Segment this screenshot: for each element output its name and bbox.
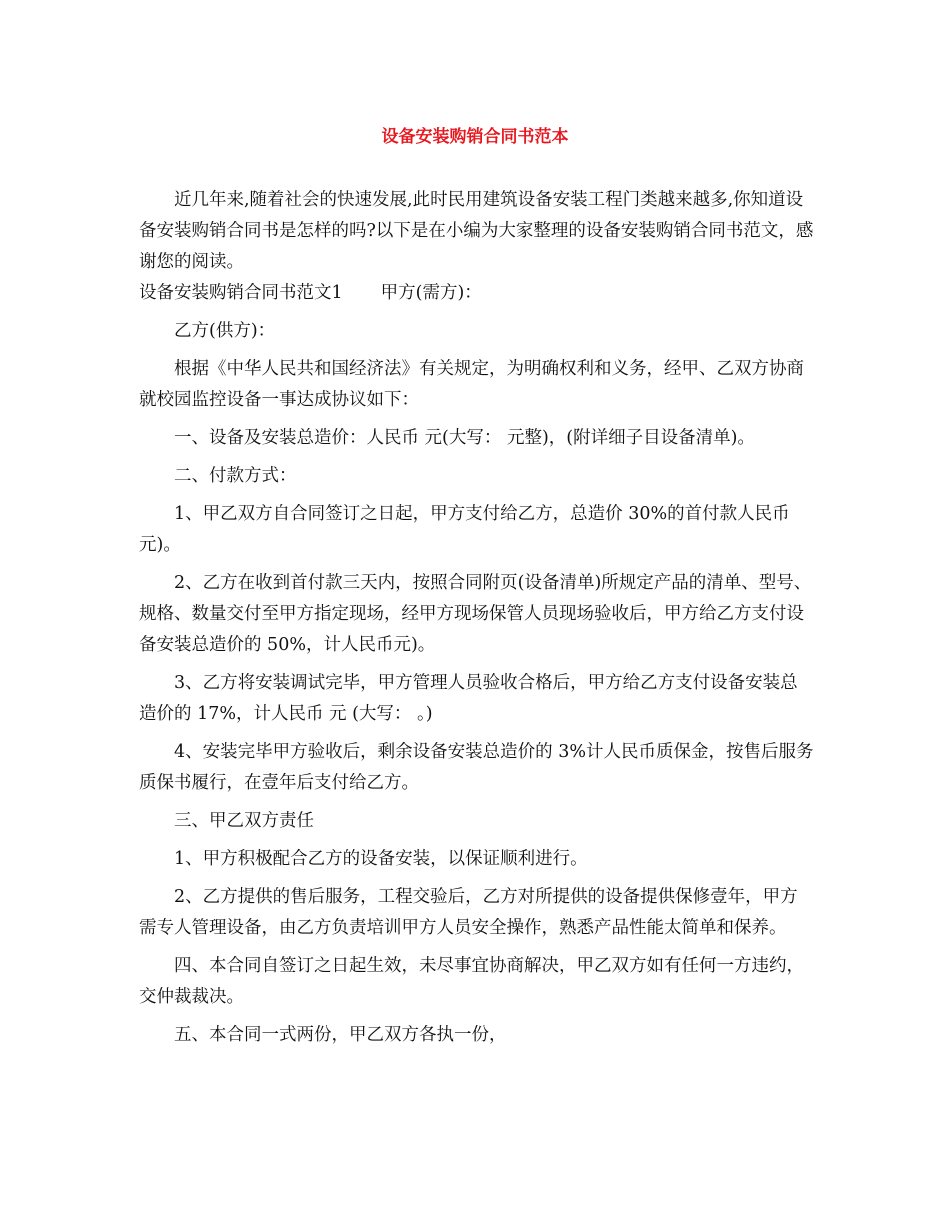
payment-item-2: 2、乙方在收到首付款三天内，按照合同附页(设备清单)所规定产品的清单、型号、规格、数量交付至甲方指定现场，经甲方现场保管人员现场验收后，甲方给乙方支付设备安装总造价的 50%，计人民币元)。	[139, 573, 812, 655]
clause-5: 五、本合同一式两份，甲乙双方各执一份，	[174, 1025, 507, 1045]
clause-2-heading: 二、付款方式：	[174, 466, 297, 486]
preamble-paragraph: 根据《中华人民共和国经济法》有关规定，为明确权利和义务，经甲、乙双方协商就校园监控设备一事达成协议如下：	[139, 359, 804, 410]
document-title: 设备安装购销合同书范本	[381, 127, 569, 147]
party-a: 甲方(需方)：	[380, 283, 482, 303]
payment-item-4: 4、安装完毕甲方验收后，剩余设备安装总造价的 3%计人民币质保金，按售后服务质保书履行，在壹年后支付给乙方。	[139, 742, 814, 793]
duty-item-2: 2、乙方提供的售后服务，工程交验后，乙方对所提供的设备提供保修壹年，甲方需专人管理设备，由乙方负责培训甲方人员安全操作，熟悉产品性能太简单和保养。	[139, 887, 798, 938]
sample-heading: 设备安装购销合同书范文1	[139, 283, 343, 303]
intro-paragraph: 近几年来,随着社会的快速发展,此时民用建筑设备安装工程门类越来越多,你知道设备安装购销合同书是怎样的吗?以下是在小编为大家整理的设备安装购销合同书范文，感谢您的阅读。	[139, 190, 814, 272]
document-body	[139, 185, 814, 1051]
sample-heading-line	[139, 278, 814, 309]
party-b: 乙方(供方)：	[174, 321, 276, 341]
clause-3-heading: 三、甲乙双方责任	[174, 811, 314, 831]
payment-item-3: 3、乙方将安装调试完毕，甲方管理人员验收合格后，甲方给乙方支付设备安装总造价的 17%，计人民币 元 (大写： 。)	[139, 673, 798, 724]
clause-4: 四、本合同自签订之日起生效，未尽事宜协商解决，甲乙双方如有任何一方违约，交仲裁裁决。	[139, 956, 804, 1007]
duty-item-1: 1、甲方积极配合乙方的设备安装，以保证顺利进行。	[174, 849, 588, 869]
clause-1: 一、设备及安装总造价：人民币 元(大写： 元整)，(附详细子目设备清单)。	[174, 428, 755, 448]
payment-item-1: 1、甲乙双方自合同签订之日起，甲方支付给乙方，总造价 30%的首付款人民币元)。	[139, 504, 790, 555]
